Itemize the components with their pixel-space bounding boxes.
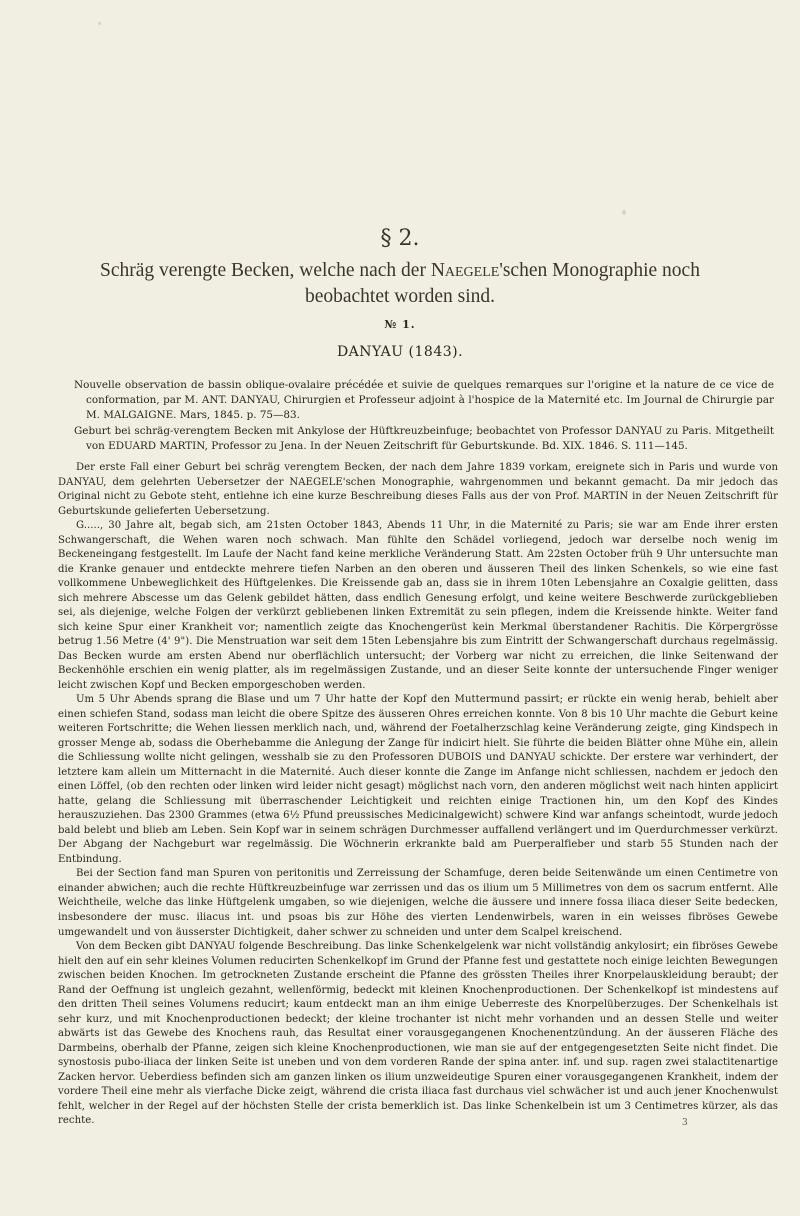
paragraph: Bei der Section fand man Spuren von peritonitis und Zerreissung der Schamfuge, deren beide Seitenwände um einen Centimetre von einander abwichen; auch die rechte Hüftkreuzbeinfuge war zerrissen und das os ilium um 5 Millimetres von dem os sacrum entfernt. Alle Weichtheile, welche das linke Hüftgelenk umgaben, so wie diejenigen, welche die äussere und innere fossa iliaca dieser Seite bedecken, insbesondere der musc. iliacus int. und psoas bis zur Höhe des vierten Lendenwirbels, waren in ein weisses fibröses Gewebe umgewandelt und von äusserster Dichtigkeit, daher schwer zu schneiden und unter dem Scalpel kreischend.	[58, 868, 778, 938]
reference-item: Geburt bei schräg-verengtem Becken mit Ankylose der Hüftkreuzbeinfuge; beobachtet von Professor DANYAU zu Paris. Mitgetheilt von EDUARD MARTIN, Professor zu Jena. In der Neuen Zeitschrift für Geburtskunde. Bd. XIX. 1846. S. 111—145.	[74, 424, 774, 452]
paragraph: Um 5 Uhr Abends sprang die Blase und um 7 Uhr hatte der Kopf den Muttermund passirt; er rückte ein wenig herab, behielt aber einen schiefen Stand, sodass man leicht die obere Spitze des äusseren Ohres erreichen konnte. Von 8 bis 10 Uhr machte die Geburt keine weiteren Fortschritte; die Wehen liessen merklich nach, und, während der Foetalherzschlag keine Veränderung zeigte, ging Kindspech in grosser Menge ab, sodass die Oberhebamme die Anlegung der Zange für indicirt hielt. Sie führte die beiden Blätter ohne Mühe ein, allein die Schliessung wollte nicht gelingen, wesshalb sie zu den Professoren DUBOIS und DANYAU schickte. Der erstere war verhindert, der letztere kam allein um Mitternacht in die Maternité. Auch dieser konnte die Zange im Anfange nicht schliessen, nachdem er jedoch den einen Löffel, (ob den rechten oder linken wird leider nicht gesagt) möglichst nach vorn, den anderen möglichst weit nach hinten applicirt hatte, gelang die Schliessung mit überraschender Leichtigkeit und reichten einige Tractionen hin, um den Kopf des Kindes herauszuziehen. Das 2300 Grammes (etwa 6½ Pfund preussisches Medicinalgewicht) schwere Kind war anfangs scheintodt, wurde jedoch bald belebt und blieb am Leben. Sein Kopf war in seinem schrägen Durchmesser auffallend verlängert und im Querdurchmesser verkürzt. Der Abgang der Nachgeburt war regelmässig. Die Wöchnerin erkrankte bald am Puerperalfieber und starb 55 Stunden nach der Entbindung.	[58, 694, 778, 865]
case-number: № 1.	[384, 318, 416, 331]
section-mark: § 2.	[380, 226, 420, 251]
paper-stain	[98, 22, 101, 25]
title-part: Schräg verengte Becken, welche nach der	[100, 260, 431, 281]
page-number: 3	[682, 1118, 688, 1128]
title-name: Naegele	[430, 260, 500, 281]
case-author: DANYAU (1843).	[336, 344, 464, 360]
paragraph: G....., 30 Jahre alt, begab sich, am 21sten October 1843, Abends 11 Uhr, in die Maternité zu Paris; sie war am Ende ihrer ersten Schwangerschaft, die Wehen waren noch schwach. Man fühlte den Schädel vorliegend, jedoch war derselbe noch wenig im Beckeneingang festgestellt. Im Laufe der Nacht fand keine merkliche Veränderung Statt. Am 22sten October früh 9 Uhr untersuchte man die Kranke genauer und entdeckte mehrere tiefen Narben an den oberen und äusseren Theil des linken Schenkels, so wie eine fast vollkommene Unbeweglichkeit des Hüftgelenkes. Die Kreissende gab an, dass sie in ihrem 10ten Lebensjahre an Coxalgie gelitten, dass sich mehrere Abscesse um das Gelenk gebildet hätten, dass endlich Genesung erfolgt, und keine weitere Beschwerde zurückgeblieben sei, als diejenige, welche Folgen der verkürzt gebliebenen linken Extremität zu sein pflegen, indem die Kreissende hinkte. Weiter fand sich keine Spur einer Krankheit vor; namentlich zeigte das Knochengerüst kein Merkmal überstandener Rachitis. Die Körpergrösse betrug 1.56 Metre (4' 9"). Die Menstruation war seit dem 15ten Lebensjahre bis zum Eintritt der Schwangerschaft durchaus regelmässig. Das Becken wurde am ersten Abend nur oberflächlich untersucht; der Vorberg war nicht zu erreichen, die linke Seitenwand der Beckenhöhle erschien ein wenig platter, als im regelmässigen Zustande, und an dieser Seite konnte der untersuchende Finger weniger leicht zwischen Kopf und Becken emporgeschoben werden.	[58, 520, 778, 691]
paragraph: Der erste Fall einer Geburt bei schräg verengtem Becken, der nach dem Jahre 1839 vorkam, ereignete sich in Paris und wurde von DANYAU, dem gelehrten Uebersetzer der NAEGELE'schen Monographie, wahrgenommen und bekannt gemacht. Da mir jedoch das Original nicht zu Gebote steht, entlehne ich eine kurze Beschreibung dieses Falls aus der von Prof. MARTIN in der Neuen Zeitschrift für Geburtskunde gelieferten Uebersetzung.	[58, 462, 778, 517]
paper-stain	[622, 210, 626, 215]
reference-item: Nouvelle observation de bassin oblique-ovalaire précédée et suivie de quelques remarques sur l'origine et la nature de ce vice de conformation, par M. ANT. DANYAU, Chirurgien et Professeur adjoint à l'hospice de la Maternité etc. Im Journal de Chirurgie par M. MALGAIGNE. Mars, 1845. p. 75—83.	[74, 379, 774, 422]
title-line-2: beobachtet worden sind.	[304, 286, 496, 307]
body-text	[58, 461, 778, 1129]
paragraph: Von dem Becken gibt DANYAU folgende Beschreibung. Das linke Schenkelgelenk war nicht vollständig ankylosirt; ein fibröses Gewebe hielt den auf ein sehr kleines Volumen reducirten Schenkelkopf im Grund der Pfanne fest und gestattete noch einige leichten Bewegungen zwischen beiden Knochen. Im getrockneten Zustande erscheint die Pfanne des grössten Theiles ihrer Knorpelauskleidung beraubt; der Rand der Oeffnung ist ungleich gezahnt, wellenförmig, bedeckt mit kleinen Knochenproductionen. Der Schenkelkopf ist mindestens auf den dritten Theil seines Volumens reducirt; kaum entdeckt man an ihm einige Ueberreste des Knorpelüberzuges. Der Schenkelhals ist sehr kurz, und mit Knochenproductionen bedeckt; der kleine trochanter ist nicht mehr vorhanden und an dessen Stelle und weiter abwärts ist das Gewebe des Knochens rauh, das Resultat einer vorausgegangenen Knochenentzündung. An der äusseren Fläche des Darmbeins, oberhalb der Pfanne, zeigen sich kleine Knochenproductionen, wie man sie auf der entgegengesetzten Seite nicht findet. Die synostosis pubo-iliaca der linken Seite ist uneben und von dem vorderen Rande der spina anter. inf. und sup. ragen zwei stalactitenartige Zacken hervor. Ueberdiess befinden sich am ganzen linken os ilium unzweideutige Spuren einer vorausgegangenen Krankheit, indem der vordere Theil eine mehr als vierfache Dicke zeigt, während die crista iliaca fast durchaus viel schwächer ist und auch jener Knochenwulst fehlt, welcher in der Regel auf der höchsten Stelle der crista bemerklich ist. Das linke Schenkelbein ist um 3 Centimetres kürzer, als das rechte.	[58, 941, 778, 1127]
title-part: 'schen Monographie noch	[499, 260, 700, 281]
references	[74, 378, 774, 454]
chapter-title	[90, 258, 710, 310]
